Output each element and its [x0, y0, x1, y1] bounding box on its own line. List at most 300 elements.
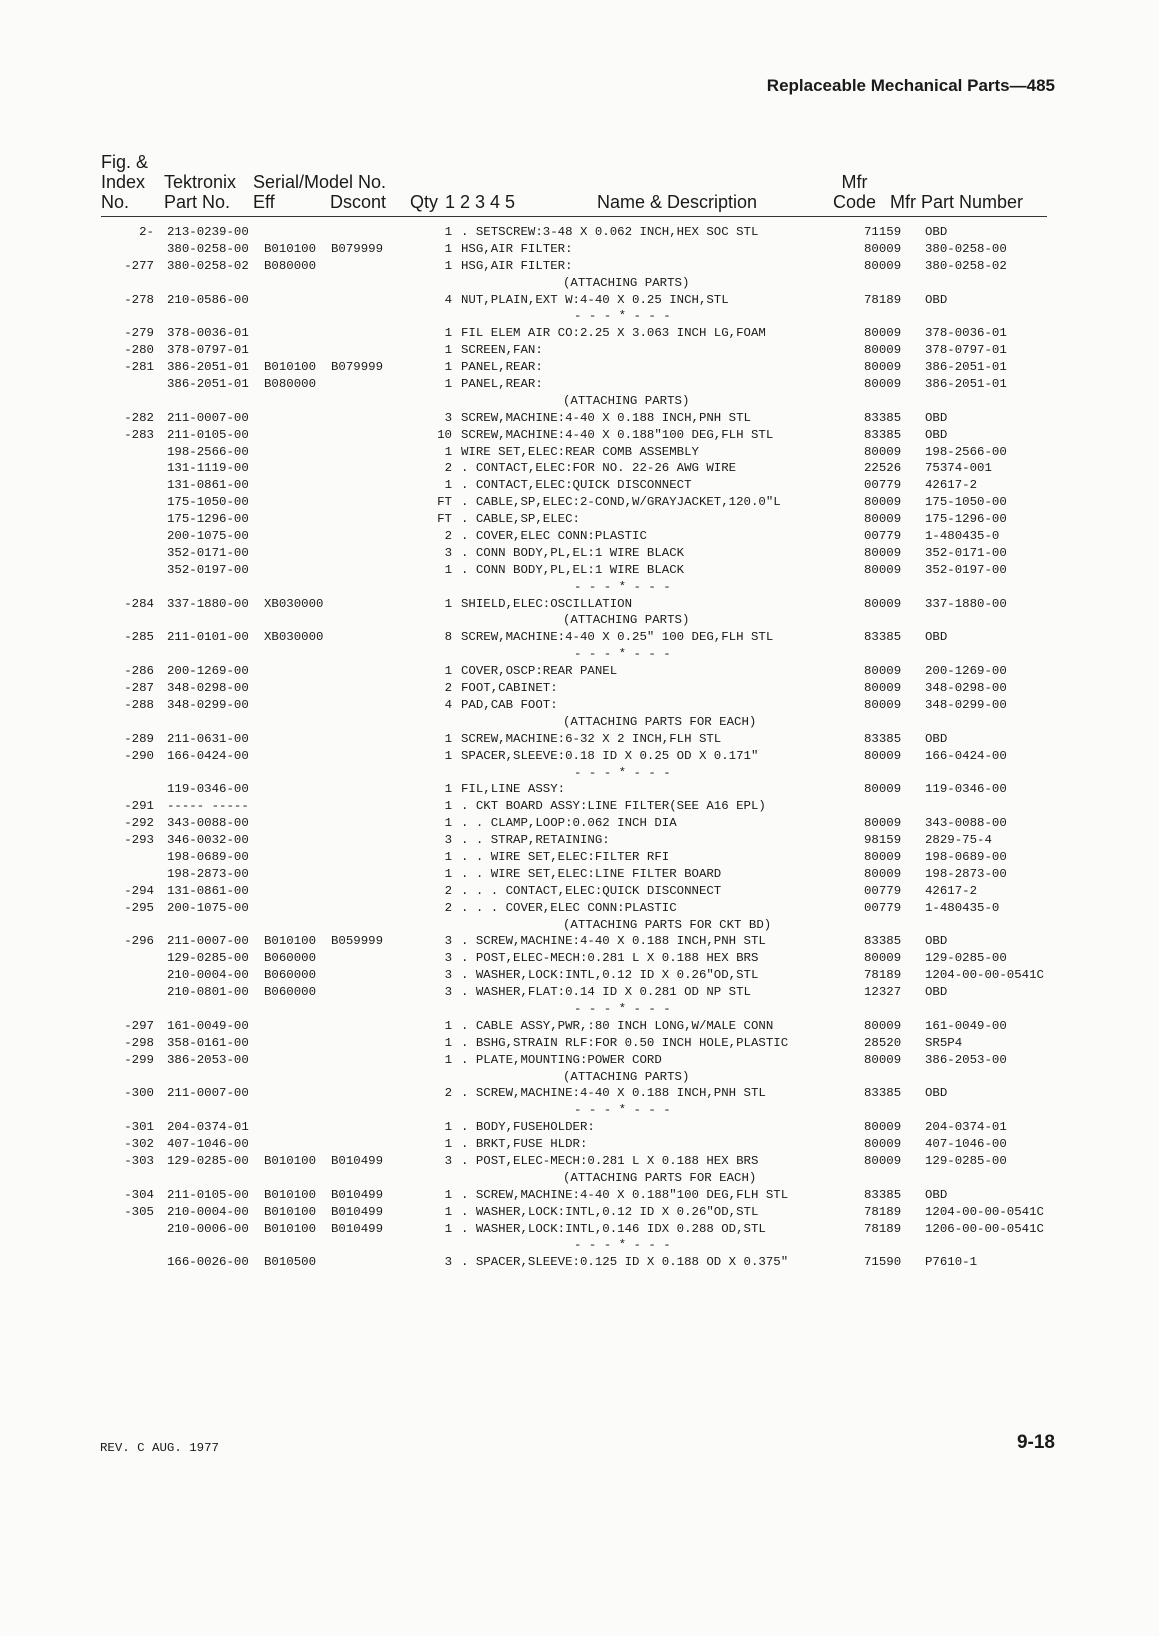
- description-cell: HSG,AIR FILTER:: [461, 241, 573, 256]
- subheading-text: (ATTACHING PARTS): [563, 613, 690, 628]
- qty-cell: 1: [444, 562, 452, 577]
- fig-index-cell: -284: [124, 596, 154, 611]
- qty-cell: 10: [437, 427, 452, 442]
- mfr-part-number-cell: 378-0797-01: [925, 343, 1007, 358]
- mfr-part-number-cell: OBD: [925, 1086, 948, 1101]
- description-cell: . CABLE ASSY,PWR,:80 INCH LONG,W/MALE CONN: [461, 1018, 774, 1033]
- description-cell: . . CLAMP,LOOP:0.062 INCH DIA: [461, 816, 677, 831]
- table-row: [0, 629, 1159, 646]
- mfr-code-cell: 80009: [864, 495, 902, 510]
- serial-dscont-cell: B010499: [331, 1204, 384, 1219]
- mfr-code-cell: 80009: [864, 1018, 902, 1033]
- description-cell: . . STRAP,RETAINING:: [461, 833, 610, 848]
- description-cell: . PLATE,MOUNTING:POWER CORD: [461, 1052, 662, 1067]
- table-row: [0, 849, 1159, 866]
- mfr-code-cell: 12327: [864, 985, 902, 1000]
- fig-index-cell: -282: [124, 410, 154, 425]
- mfr-code-cell: 80009: [864, 562, 902, 577]
- mfr-part-number-cell: 129-0285-00: [925, 1153, 1007, 1168]
- mfr-code-cell: 83385: [864, 1187, 902, 1202]
- part-number-cell: 211-0007-00: [167, 410, 249, 425]
- description-cell: . SCREW,MACHINE:4-40 X 0.188"100 DEG,FLH STL: [461, 1187, 789, 1202]
- serial-eff-cell: XB030000: [264, 630, 324, 645]
- part-number-cell: ----- -----: [167, 799, 249, 814]
- qty-cell: 2: [444, 529, 452, 544]
- mfr-code-cell: 83385: [864, 1086, 902, 1101]
- description-cell: FIL,LINE ASSY:: [461, 782, 566, 797]
- mfr-part-number-cell: 42617-2: [925, 883, 978, 898]
- separator-text: - - - * - - -: [574, 1001, 671, 1016]
- mfr-code-cell: 80009: [864, 681, 902, 696]
- mfr-code-cell: 80009: [864, 664, 902, 679]
- mfr-part-number-cell: 1-480435-0: [925, 900, 1000, 915]
- serial-eff-cell: B060000: [264, 951, 317, 966]
- mfr-code-cell: 78189: [864, 1204, 902, 1219]
- table-row: [0, 1187, 1159, 1204]
- mfr-part-number-cell: 161-0049-00: [925, 1018, 1007, 1033]
- fig-index-cell: -290: [124, 748, 154, 763]
- table-row: [0, 1052, 1159, 1069]
- column-headers: [101, 152, 1047, 217]
- part-number-cell: 200-1075-00: [167, 529, 249, 544]
- qty-cell: 1: [444, 377, 452, 392]
- table-row: [0, 1153, 1159, 1170]
- fig-index-cell: -295: [124, 900, 154, 915]
- col-header-qty: Qty: [410, 192, 439, 212]
- part-number-cell: 131-0861-00: [167, 883, 249, 898]
- part-number-cell: 129-0285-00: [167, 1153, 249, 1168]
- mfr-part-number-cell: OBD: [925, 410, 948, 425]
- mfr-code-cell: 80009: [864, 866, 902, 881]
- mfr-part-number-cell: 2829-75-4: [925, 833, 992, 848]
- part-number-cell: 210-0004-00: [167, 1204, 249, 1219]
- mfr-part-number-cell: 343-0088-00: [925, 816, 1007, 831]
- fig-index-cell: -292: [124, 816, 154, 831]
- fig-index-cell: -280: [124, 343, 154, 358]
- mfr-code-cell: 80009: [864, 816, 902, 831]
- mfr-code-cell: 83385: [864, 410, 902, 425]
- qty-cell: 3: [444, 545, 452, 560]
- table-row: [0, 359, 1159, 376]
- col-header-dscont: Dscont: [330, 192, 387, 212]
- part-number-cell: 386-2053-00: [167, 1052, 249, 1067]
- parts-list: [0, 224, 1159, 1271]
- description-cell: . WASHER,LOCK:INTL,0.146 IDX 0.288 OD,STL: [461, 1221, 766, 1236]
- part-number-cell: 211-0101-00: [167, 630, 249, 645]
- serial-eff-cell: B010500: [264, 1255, 317, 1270]
- fig-index-cell: -299: [124, 1052, 154, 1067]
- description-cell: NUT,PLAIN,EXT W:4-40 X 0.25 INCH,STL: [461, 292, 729, 307]
- mfr-part-number-cell: OBD: [925, 934, 948, 949]
- mfr-part-number-cell: 1204-00-00-0541C: [925, 1204, 1044, 1219]
- description-cell: . CONTACT,ELEC:FOR NO. 22-26 AWG WIRE: [461, 461, 737, 476]
- qty-cell: 1: [444, 241, 452, 256]
- part-number-cell: 200-1269-00: [167, 664, 249, 679]
- serial-dscont-cell: B059999: [331, 934, 384, 949]
- qty-cell: 1: [444, 1204, 452, 1219]
- mfr-code-cell: 80009: [864, 343, 902, 358]
- fig-index-cell: -294: [124, 883, 154, 898]
- col-header-name-description: Name & Description: [597, 192, 758, 212]
- description-cell: . SCREW,MACHINE:4-40 X 0.188 INCH,PNH STL: [461, 934, 766, 949]
- mfr-code-cell: 00779: [864, 900, 902, 915]
- description-cell: SCREW,MACHINE:4-40 X 0.188 INCH,PNH STL: [461, 410, 751, 425]
- table-row: [0, 984, 1159, 1001]
- serial-dscont-cell: B010499: [331, 1153, 384, 1168]
- mfr-part-number-cell: 198-2873-00: [925, 866, 1007, 881]
- mfr-code-cell: 71590: [864, 1255, 902, 1270]
- table-row: [0, 511, 1159, 528]
- mfr-code-cell: 83385: [864, 630, 902, 645]
- qty-cell: 1: [444, 1018, 452, 1033]
- description-cell: COVER,OSCP:REAR PANEL: [461, 664, 618, 679]
- table-row: [0, 883, 1159, 900]
- qty-cell: 1: [444, 1187, 452, 1202]
- part-number-cell: 211-0007-00: [167, 934, 249, 949]
- mfr-code-cell: 78189: [864, 1221, 902, 1236]
- part-number-cell: 210-0586-00: [167, 292, 249, 307]
- col-header-eff: Eff: [253, 192, 275, 212]
- description-cell: . SETSCREW:3-48 X 0.062 INCH,HEX SOC STL: [461, 225, 759, 239]
- part-number-cell: 211-0105-00: [167, 1187, 249, 1202]
- part-number-cell: 131-0861-00: [167, 478, 249, 493]
- page-number: 9-18: [1016, 1432, 1055, 1453]
- table-row: [0, 900, 1159, 917]
- part-number-cell: 378-0797-01: [167, 343, 249, 358]
- mfr-code-cell: 80009: [864, 377, 902, 392]
- serial-eff-cell: B010100: [264, 934, 317, 949]
- table-row: [0, 1136, 1159, 1153]
- table-row: [0, 663, 1159, 680]
- page-header-title: Replaceable Mechanical Parts—485: [766, 76, 1055, 95]
- mfr-part-number-cell: 352-0171-00: [925, 545, 1007, 560]
- fig-index-cell: -289: [124, 731, 154, 746]
- description-cell: . CONN BODY,PL,EL:1 WIRE BLACK: [461, 545, 685, 560]
- description-cell: SCREW,MACHINE:4-40 X 0.25" 100 DEG,FLH STL: [461, 630, 774, 645]
- table-row: [0, 376, 1159, 393]
- qty-cell: 3: [444, 410, 452, 425]
- serial-dscont-cell: B079999: [331, 360, 384, 375]
- qty-cell: 3: [444, 833, 452, 848]
- mfr-code-cell: 00779: [864, 478, 902, 493]
- part-number-cell: 210-0801-00: [167, 985, 249, 1000]
- mfr-code-cell: 80009: [864, 782, 902, 797]
- mfr-code-cell: 78189: [864, 968, 902, 983]
- mfr-part-number-cell: P7610-1: [925, 1255, 978, 1270]
- description-cell: . POST,ELEC-MECH:0.281 L X 0.188 HEX BRS: [461, 951, 759, 966]
- qty-cell: 4: [444, 292, 452, 307]
- mfr-code-cell: 80009: [864, 258, 902, 273]
- mfr-code-cell: 80009: [864, 951, 902, 966]
- qty-cell: 1: [444, 866, 452, 881]
- mfr-part-number-cell: 1206-00-00-0541C: [925, 1221, 1044, 1236]
- part-number-cell: 358-0161-00: [167, 1035, 249, 1050]
- qty-cell: 1: [444, 731, 452, 746]
- fig-index-cell: -291: [124, 799, 154, 814]
- section-separator: [0, 1237, 1159, 1254]
- mfr-part-number-cell: 386-2051-01: [925, 377, 1007, 392]
- description-cell: SHIELD,ELEC:OSCILLATION: [461, 596, 633, 611]
- part-number-cell: 204-0374-01: [167, 1120, 249, 1135]
- mfr-code-cell: 80009: [864, 748, 902, 763]
- mfr-code-cell: 80009: [864, 697, 902, 712]
- mfr-part-number-cell: 166-0424-00: [925, 748, 1007, 763]
- qty-cell: 3: [444, 968, 452, 983]
- part-number-cell: 119-0346-00: [167, 782, 249, 797]
- col-header-mfr-code: Mfr Code: [833, 172, 877, 212]
- table-row: [0, 258, 1159, 275]
- description-cell: . CABLE,SP,ELEC:2-COND,W/GRAYJACKET,120.0"L: [461, 495, 781, 510]
- qty-cell: 8: [444, 630, 452, 645]
- part-number-cell: 380-0258-00: [167, 241, 249, 256]
- table-row: [0, 1254, 1159, 1271]
- qty-cell: 1: [444, 343, 452, 358]
- table-row: [0, 781, 1159, 798]
- table-row: [0, 933, 1159, 950]
- qty-cell: FT: [437, 512, 452, 527]
- description-cell: . COVER,ELEC CONN:PLASTIC: [461, 529, 647, 544]
- qty-cell: 1: [444, 849, 452, 864]
- qty-cell: 1: [444, 1120, 452, 1135]
- part-number-cell: 348-0298-00: [167, 681, 249, 696]
- description-cell: . . WIRE SET,ELEC:FILTER RFI: [461, 849, 670, 864]
- qty-cell: 1: [444, 816, 452, 831]
- mfr-code-cell: 83385: [864, 731, 902, 746]
- part-number-cell: 352-0197-00: [167, 562, 249, 577]
- mfr-part-number-cell: 1-480435-0: [925, 529, 1000, 544]
- subheading-text: (ATTACHING PARTS FOR EACH): [563, 1170, 757, 1185]
- table-row: [0, 967, 1159, 984]
- part-number-cell: 129-0285-00: [167, 951, 249, 966]
- fig-index-cell: -281: [124, 360, 154, 375]
- part-number-cell: 386-2051-01: [167, 360, 249, 375]
- qty-cell: 1: [444, 1035, 452, 1050]
- mfr-part-number-cell: 204-0374-01: [925, 1120, 1007, 1135]
- qty-cell: 1: [444, 444, 452, 459]
- part-number-cell: 211-0631-00: [167, 731, 249, 746]
- attaching-parts-note: [0, 393, 1159, 410]
- serial-eff-cell: XB030000: [264, 596, 324, 611]
- mfr-part-number-cell: 378-0036-01: [925, 326, 1007, 341]
- qty-cell: 1: [444, 1221, 452, 1236]
- fig-index-cell: -287: [124, 681, 154, 696]
- mfr-part-number-cell: OBD: [925, 985, 948, 1000]
- section-separator: [0, 308, 1159, 325]
- qty-cell: 3: [444, 934, 452, 949]
- revision-note: REV. C AUG. 1977: [100, 1441, 219, 1455]
- description-cell: SPACER,SLEEVE:0.18 ID X 0.25 OD X 0.171": [461, 748, 759, 763]
- description-cell: . CONTACT,ELEC:QUICK DISCONNECT: [461, 478, 692, 493]
- fig-index-cell: -293: [124, 833, 154, 848]
- table-row: [0, 1085, 1159, 1102]
- mfr-part-number-cell: 1204-00-00-0541C: [925, 968, 1044, 983]
- table-row: [0, 950, 1159, 967]
- section-separator: [0, 646, 1159, 663]
- serial-dscont-cell: B010499: [331, 1187, 384, 1202]
- mfr-code-cell: 83385: [864, 934, 902, 949]
- separator-text: - - - * - - -: [574, 647, 671, 662]
- fig-index-cell: -302: [124, 1137, 154, 1152]
- qty-cell: 3: [444, 985, 452, 1000]
- section-separator: [0, 1102, 1159, 1119]
- subheading-text: (ATTACHING PARTS): [563, 1069, 690, 1084]
- part-number-cell: 131-1119-00: [167, 461, 249, 476]
- fig-index-cell: -305: [124, 1204, 154, 1219]
- table-row: [0, 224, 1159, 241]
- qty-cell: 3: [444, 1255, 452, 1270]
- part-number-cell: 210-0006-00: [167, 1221, 249, 1236]
- table-row: [0, 477, 1159, 494]
- description-cell: . . WIRE SET,ELEC:LINE FILTER BOARD: [461, 866, 722, 881]
- mfr-code-cell: 80009: [864, 545, 902, 560]
- description-cell: . SPACER,SLEEVE:0.125 ID X 0.188 OD X 0.375": [461, 1255, 789, 1270]
- mfr-code-cell: 80009: [864, 360, 902, 375]
- serial-eff-cell: B010100: [264, 1187, 317, 1202]
- qty-cell: 2: [444, 900, 452, 915]
- mfr-part-number-cell: 119-0346-00: [925, 782, 1007, 797]
- description-cell: . POST,ELEC-MECH:0.281 L X 0.188 HEX BRS: [461, 1153, 759, 1168]
- qty-cell: 3: [444, 951, 452, 966]
- part-number-cell: 378-0036-01: [167, 326, 249, 341]
- description-cell: HSG,AIR FILTER:: [461, 258, 573, 273]
- attaching-parts-note: [0, 1170, 1159, 1187]
- part-number-cell: 198-2873-00: [167, 866, 249, 881]
- part-number-cell: 211-0007-00: [167, 1086, 249, 1101]
- mfr-code-cell: 80009: [864, 849, 902, 864]
- subheading-text: (ATTACHING PARTS): [563, 275, 690, 290]
- serial-eff-cell: B060000: [264, 968, 317, 983]
- description-cell: . WASHER,LOCK:INTL,0.12 ID X 0.26"OD,STL: [461, 1204, 759, 1219]
- description-cell: . CKT BOARD ASSY:LINE FILTER(SEE A16 EPL): [461, 799, 766, 814]
- mfr-part-number-cell: OBD: [925, 630, 948, 645]
- mfr-code-cell: 78189: [864, 292, 902, 307]
- mfr-part-number-cell: 380-0258-02: [925, 258, 1007, 273]
- fig-index-cell: -301: [124, 1120, 154, 1135]
- mfr-code-cell: 80009: [864, 1120, 902, 1135]
- serial-eff-cell: B010100: [264, 241, 317, 256]
- description-cell: FOOT,CABINET:: [461, 681, 558, 696]
- part-number-cell: 352-0171-00: [167, 545, 249, 560]
- fig-index-cell: -298: [124, 1035, 154, 1050]
- part-number-cell: 211-0105-00: [167, 427, 249, 442]
- table-row: [0, 292, 1159, 309]
- qty-cell: 3: [444, 1153, 452, 1168]
- part-number-cell: 337-1880-00: [167, 596, 249, 611]
- description-cell: . WASHER,LOCK:INTL,0.12 ID X 0.26"OD,STL: [461, 968, 759, 983]
- mfr-code-cell: 80009: [864, 1052, 902, 1067]
- part-number-cell: 175-1050-00: [167, 495, 249, 510]
- table-row: [0, 325, 1159, 342]
- mfr-part-number-cell: 380-0258-00: [925, 241, 1007, 256]
- col-header-serial: Serial/Model No.: [253, 172, 387, 192]
- serial-eff-cell: B010100: [264, 360, 317, 375]
- part-number-cell: 198-0689-00: [167, 849, 249, 864]
- separator-text: - - - * - - -: [574, 1103, 671, 1118]
- qty-cell: 1: [444, 799, 452, 814]
- mfr-part-number-cell: 386-2051-01: [925, 360, 1007, 375]
- mfr-code-cell: 80009: [864, 444, 902, 459]
- description-cell: SCREW,MACHINE:4-40 X 0.188"100 DEG,FLH STL: [461, 427, 774, 442]
- description-cell: FIL ELEM AIR CO:2.25 X 3.063 INCH LG,FOAM: [461, 326, 766, 341]
- description-cell: . BSHG,STRAIN RLF:FOR 0.50 INCH HOLE,PLASTIC: [461, 1035, 789, 1050]
- fig-index-cell: -297: [124, 1018, 154, 1033]
- table-row: [0, 866, 1159, 883]
- description-cell: . SCREW,MACHINE:4-40 X 0.188 INCH,PNH STL: [461, 1086, 766, 1101]
- table-row: [0, 815, 1159, 832]
- mfr-code-cell: 98159: [864, 833, 902, 848]
- mfr-part-number-cell: 200-1269-00: [925, 664, 1007, 679]
- col-header-levels: 1 2 3 4 5: [445, 192, 516, 212]
- mfr-code-cell: 80009: [864, 326, 902, 341]
- fig-index-cell: -285: [124, 630, 154, 645]
- mfr-part-number-cell: 337-1880-00: [925, 596, 1007, 611]
- description-cell: SCREW,MACHINE:6-32 X 2 INCH,FLH STL: [461, 731, 722, 746]
- serial-eff-cell: B010100: [264, 1204, 317, 1219]
- table-row: [0, 748, 1159, 765]
- mfr-part-number-cell: 407-1046-00: [925, 1137, 1007, 1152]
- mfr-part-number-cell: OBD: [925, 292, 948, 307]
- mfr-part-number-cell: 75374-001: [925, 461, 992, 476]
- attaching-parts-note: [0, 917, 1159, 934]
- serial-dscont-cell: B010499: [331, 1221, 384, 1236]
- qty-cell: 1: [444, 1137, 452, 1152]
- qty-cell: 1: [444, 326, 452, 341]
- table-row: [0, 1018, 1159, 1035]
- mfr-part-number-cell: SR5P4: [925, 1035, 963, 1050]
- description-cell: PANEL,REAR:: [461, 360, 543, 375]
- attaching-parts-note: [0, 275, 1159, 292]
- mfr-part-number-cell: OBD: [925, 427, 948, 442]
- table-row: [0, 1204, 1159, 1221]
- qty-cell: 1: [444, 782, 452, 797]
- mfr-code-cell: 80009: [864, 241, 902, 256]
- description-cell: . . . CONTACT,ELEC:QUICK DISCONNECT: [461, 883, 722, 898]
- table-row: [0, 1221, 1159, 1238]
- separator-text: - - - * - - -: [574, 309, 671, 324]
- qty-cell: 2: [444, 1086, 452, 1101]
- description-cell: . BODY,FUSEHOLDER:: [461, 1120, 595, 1135]
- fig-index-cell: -283: [124, 427, 154, 442]
- description-cell: . BRKT,FUSE HLDR:: [461, 1137, 588, 1152]
- fig-index-cell: -277: [124, 258, 154, 273]
- table-row: [0, 798, 1159, 815]
- qty-cell: 1: [444, 596, 452, 611]
- mfr-part-number-cell: 175-1050-00: [925, 495, 1007, 510]
- table-row: [0, 680, 1159, 697]
- qty-cell: FT: [437, 495, 452, 510]
- table-row: [0, 545, 1159, 562]
- mfr-part-number-cell: OBD: [925, 731, 948, 746]
- fig-index-cell: -300: [124, 1086, 154, 1101]
- fig-index-cell: 2-: [139, 225, 154, 239]
- table-row: [0, 1119, 1159, 1136]
- mfr-code-cell: 80009: [864, 596, 902, 611]
- description-cell: SCREEN,FAN:: [461, 343, 543, 358]
- separator-text: - - - * - - -: [574, 765, 671, 780]
- part-number-cell: 407-1046-00: [167, 1137, 249, 1152]
- qty-cell: 1: [444, 225, 452, 239]
- table-row: [0, 697, 1159, 714]
- part-number-cell: 210-0004-00: [167, 968, 249, 983]
- qty-cell: 4: [444, 697, 452, 712]
- description-cell: . . . COVER,ELEC CONN:PLASTIC: [461, 900, 677, 915]
- separator-text: - - - * - - -: [574, 1238, 671, 1253]
- part-number-cell: 343-0088-00: [167, 816, 249, 831]
- description-cell: . CABLE,SP,ELEC:: [461, 512, 580, 527]
- subheading-text: (ATTACHING PARTS FOR CKT BD): [563, 917, 772, 932]
- fig-index-cell: -303: [124, 1153, 154, 1168]
- table-row: [0, 427, 1159, 444]
